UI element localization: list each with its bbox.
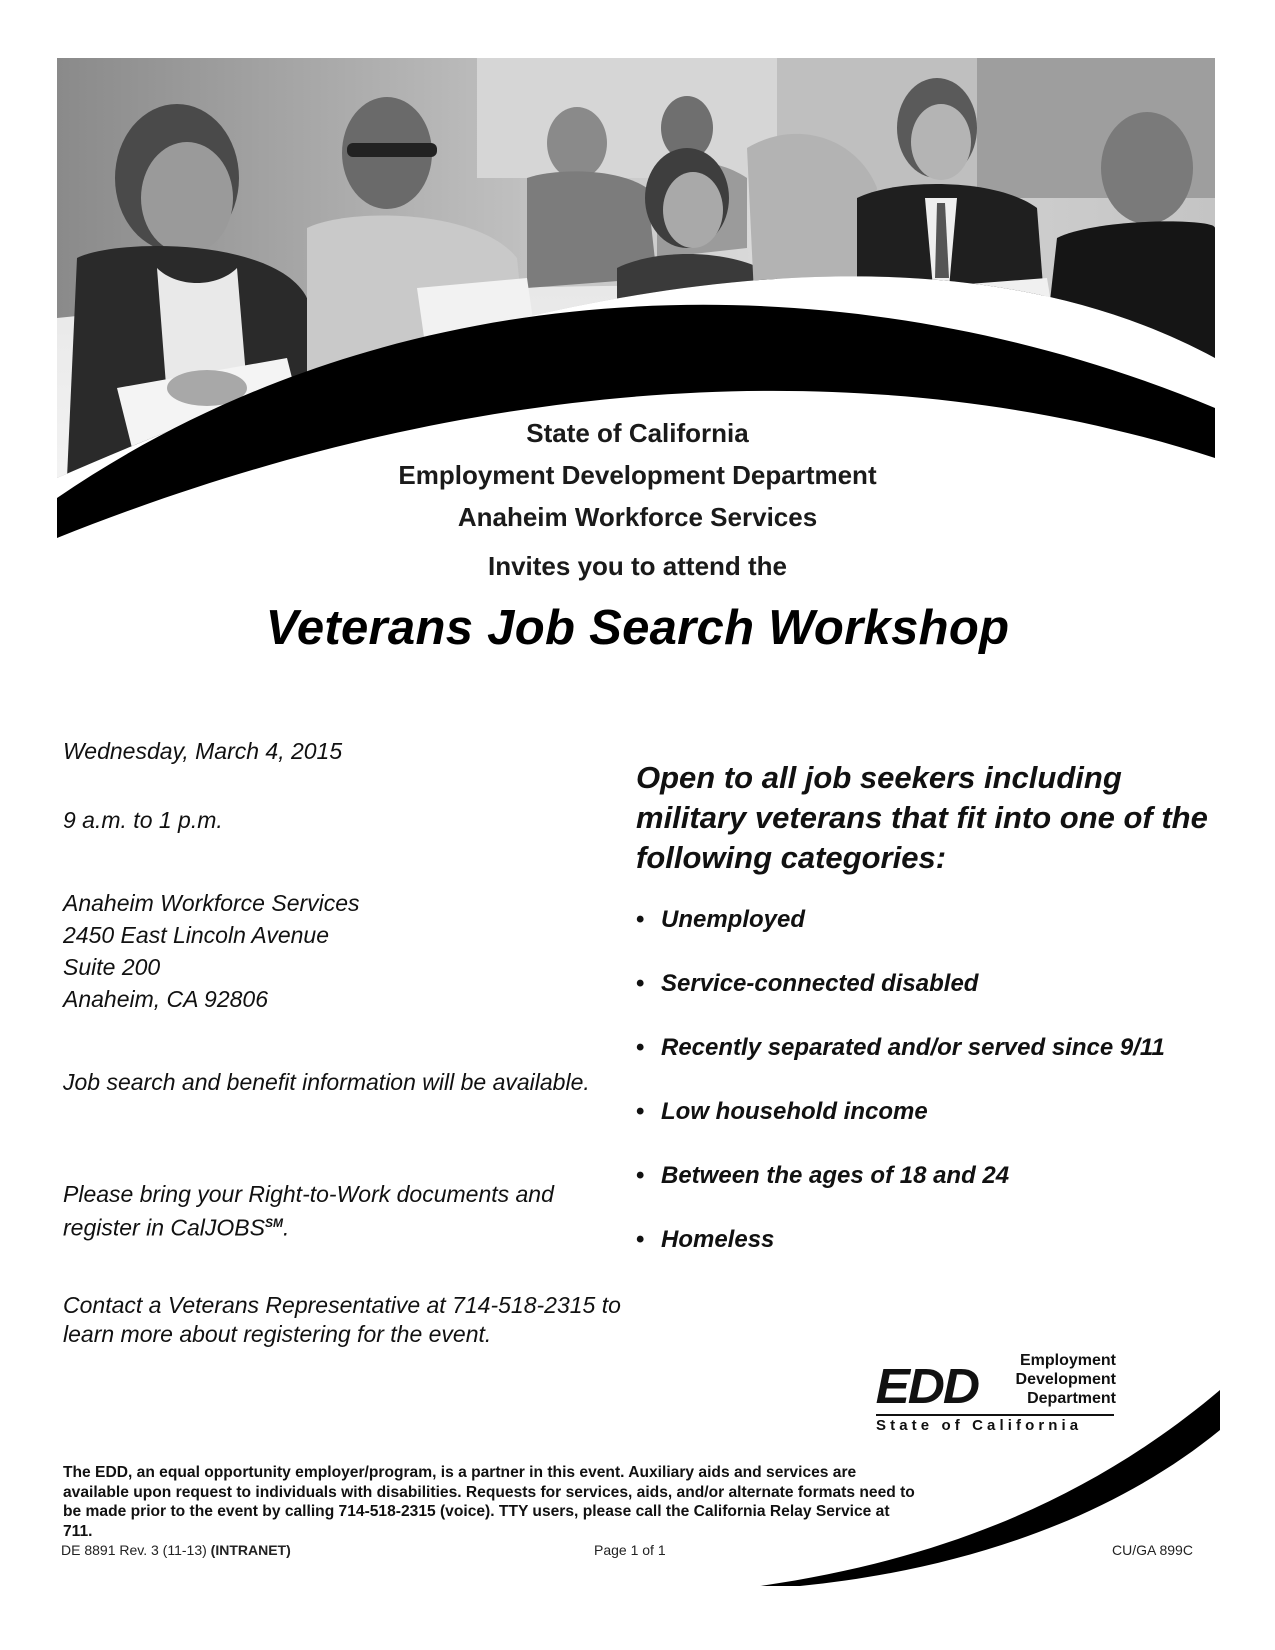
form-code: CU/GA 899C xyxy=(1112,1542,1193,1558)
bullet-icon: • xyxy=(636,1034,645,1061)
list-item xyxy=(636,904,1196,935)
event-date: Wednesday, March 4, 2015 xyxy=(63,738,343,764)
event-time: 9 a.m. to 1 p.m. xyxy=(63,807,223,833)
form-id xyxy=(61,1542,291,1558)
form-channel: (INTRANET) xyxy=(210,1542,291,1558)
list-item xyxy=(636,1096,1196,1127)
category-label: Recently separated and/or served since 9/11 xyxy=(661,1034,1165,1061)
bullet-icon: • xyxy=(636,1098,645,1125)
edd-logo xyxy=(876,1351,1116,1433)
list-item xyxy=(636,1032,1196,1063)
category-label: Between the ages of 18 and 24 xyxy=(661,1162,1010,1189)
service-mark: SM xyxy=(264,1216,283,1230)
address-line: Anaheim, CA 92806 xyxy=(63,986,269,1012)
org-department: Employment Development Department xyxy=(398,460,877,490)
org-office: Anaheim Workforce Services xyxy=(457,502,818,532)
page-number: Page 1 of 1 xyxy=(594,1542,666,1558)
edd-logo-mark: EDD xyxy=(875,1360,978,1414)
org-state: State of California xyxy=(526,418,749,448)
bring-end: . xyxy=(282,1214,290,1241)
list-item xyxy=(636,968,1196,999)
invite-line: Invites you to attend the xyxy=(487,551,788,581)
category-label: Homeless xyxy=(661,1226,775,1253)
bring-documents-note xyxy=(63,1180,623,1243)
logo-divider xyxy=(876,1414,1114,1416)
accessibility-disclaimer: The EDD, an equal opportunity employer/program, is a partner in this event. Auxiliary aids and services are available upon request to individuals with disabilities. Requests for services, aids, and/or alternate formats need to be made prior to the event by calling 714-518-2315 (voice). TTY users, please call the California Relay Service at 711. xyxy=(63,1464,915,1540)
category-label: Low household income xyxy=(661,1098,928,1125)
list-item xyxy=(636,1160,1196,1191)
address-line: 2450 East Lincoln Avenue xyxy=(63,922,329,948)
form-number: DE 8891 Rev. 3 (11-13) xyxy=(61,1542,207,1558)
contact-info: Contact a Veterans Representative at 714-518-2315 to learn more about registering for the event. xyxy=(63,1292,621,1347)
logo-word: Development xyxy=(1015,1371,1116,1388)
logo-word: Employment xyxy=(1019,1352,1116,1369)
eligibility-list xyxy=(636,904,1196,1288)
bullet-icon: • xyxy=(636,1162,645,1189)
address-line: Suite 200 xyxy=(63,954,161,980)
category-label: Service-connected disabled xyxy=(661,970,979,997)
address-line: Anaheim Workforce Services xyxy=(63,890,360,916)
bring-text: Please bring your Right-to-Work documents and register in CalJOBS xyxy=(63,1181,554,1241)
category-label: Unemployed xyxy=(661,906,806,933)
event-address xyxy=(63,887,360,1015)
bullet-icon: • xyxy=(636,970,645,997)
logo-word: Department xyxy=(1027,1390,1116,1407)
bullet-icon: • xyxy=(636,1226,645,1253)
benefit-info: Job search and benefit information will be available. xyxy=(63,1069,590,1095)
eligibility-heading: Open to all job seekers including military veterans that fit into one of the following categories: xyxy=(636,760,1208,875)
bullet-icon: • xyxy=(636,906,645,933)
edd-logo-words xyxy=(994,1351,1116,1408)
logo-state: State of California xyxy=(876,1417,1083,1434)
event-title: Veterans Job Search Workshop xyxy=(265,601,1010,655)
list-item xyxy=(636,1224,1196,1255)
